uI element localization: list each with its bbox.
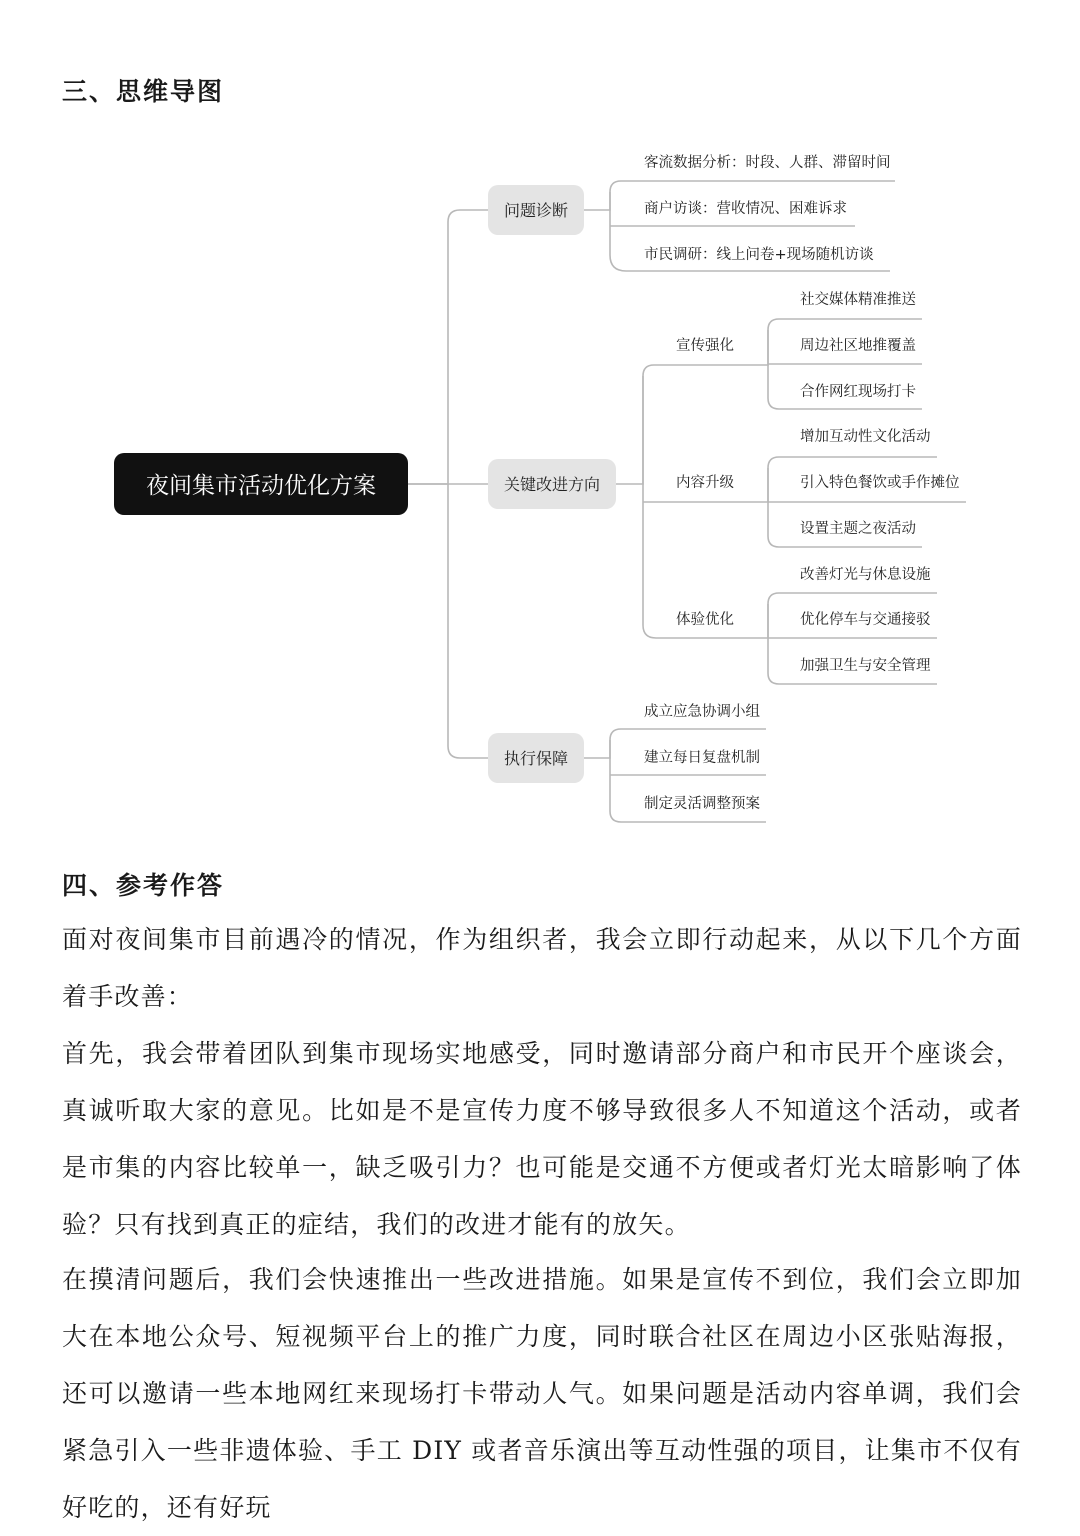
branch-label: 执行保障 bbox=[503, 749, 569, 768]
connector bbox=[643, 376, 740, 638]
group-label: 内容升级 bbox=[676, 475, 734, 491]
answer-paragraph: 首先，我会带着团队到集市现场实地感受，同时邀请部分商户和市民开个座谈会，真诚听取大家的意见。比如是不是宣传力度不够导致很多人不知道这个活动，或者是市集的内容比较单一，缺乏吸引力？也可能是交通不方便或者灯光太暗影响了体验？只有找到真正的症结，我们的改进才能有的放矢。 bbox=[62, 1039, 1022, 1239]
leaf-label: 增加互动性文化活动 bbox=[800, 429, 931, 445]
leaf-label: 周边社区地推覆盖 bbox=[800, 338, 916, 354]
group-label: 宣传强化 bbox=[676, 338, 734, 354]
answer-heading: 四、参考作答 bbox=[62, 871, 225, 900]
group-label: 体验优化 bbox=[676, 612, 734, 628]
answer-paragraph: 面对夜间集市目前遇冷的情况，作为组织者，我会立即行动起来，从以下几个方面着手改善： bbox=[62, 925, 1022, 1011]
leaf-label: 引入特色餐饮或手作摊位 bbox=[800, 475, 960, 491]
branch-label: 问题诊断 bbox=[503, 201, 569, 220]
answer-paragraph: 在摸清问题后，我们会快速推出一些改进措施。如果是宣传不到位，我们会立即加大在本地公众号、短视频平台上的推广力度，同时联合社区在周边小区张贴海报，还可以邀请一些本地网红来现场打卡带动人气。如果问题是活动内容单调，我们会紧急引入一些非遗体验、手工 DIY 或者音乐演出等互动性强的项目，让集市不仅有好吃的，还有好玩 bbox=[62, 1265, 1022, 1522]
leaf-label: 设置主题之夜活动 bbox=[800, 521, 916, 537]
connector bbox=[448, 484, 488, 758]
leaf-label: 建立每日复盘机制 bbox=[644, 750, 760, 766]
connector bbox=[408, 210, 488, 484]
connector bbox=[616, 365, 740, 484]
root-label: 夜间集市活动优化方案 bbox=[146, 473, 376, 499]
mind-map bbox=[0, 130, 1080, 840]
leaf-label: 客流数据分析：时段、人群、滞留时间 bbox=[644, 155, 891, 171]
leaf-label: 优化停车与交通接驳 bbox=[800, 612, 931, 628]
leaf-label: 改善灯光与休息设施 bbox=[800, 567, 931, 583]
leaf-label: 合作网红现场打卡 bbox=[800, 384, 916, 400]
leaf-label: 加强卫生与安全管理 bbox=[800, 658, 931, 674]
branch-label: 关键改进方向 bbox=[503, 475, 601, 494]
leaf-label: 成立应急协调小组 bbox=[644, 704, 760, 720]
leaf-label: 社交媒体精准推送 bbox=[800, 292, 916, 308]
leaf-label: 市民调研：线上问卷+现场随机访谈 bbox=[644, 247, 874, 263]
leaf-label: 商户访谈：营收情况、困难诉求 bbox=[644, 201, 847, 217]
leaf-label: 制定灵活调整预案 bbox=[644, 796, 760, 812]
mindmap-heading: 三、思维导图 bbox=[62, 77, 225, 106]
